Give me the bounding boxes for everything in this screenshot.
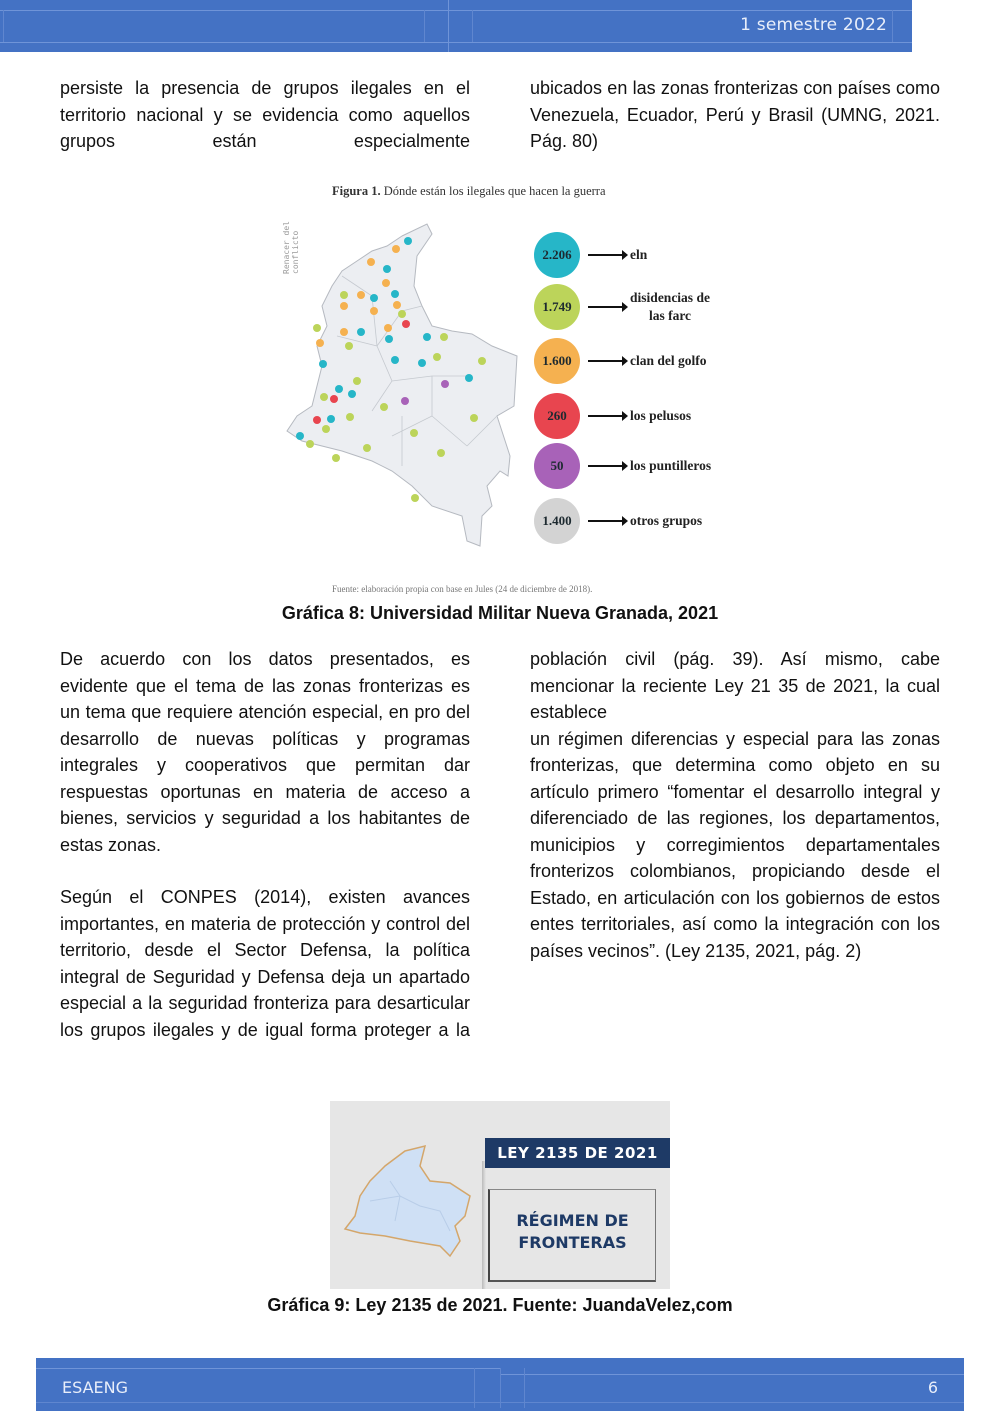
colombia-map-icon — [330, 1141, 490, 1271]
legend-item-eln — [534, 231, 647, 279]
header-semester: 1 semestre 2022 — [740, 15, 887, 35]
arrow-right-icon — [588, 465, 624, 467]
header-rule — [0, 10, 912, 11]
arrow-right-icon — [588, 520, 624, 522]
arrow-right-icon — [588, 360, 624, 362]
figure-vertical-label: Renacer del conflicto — [282, 221, 300, 274]
arrow-right-icon — [588, 254, 624, 256]
legend-item-otros-grupos — [534, 497, 702, 545]
footer-divider — [474, 1368, 475, 1408]
legend-label: eln — [630, 247, 648, 262]
footer-institution: ESAENG — [62, 1378, 128, 1397]
paragraph: Según el CONPES (2014), existen avances importantes, en materia de protección y control del territorio, desde el Sector Defensa, la política integral de Seguridad y Defensa deja un apartado especial a la seguridad fronteriza para desarticular los grupos ilegales y de igual forma proteger a la — [60, 887, 470, 1040]
footer-rule — [500, 1374, 964, 1375]
footer-divider — [500, 1368, 501, 1408]
legend-item-los-pelusos — [534, 392, 691, 440]
header-divider — [448, 0, 449, 52]
colombia-map-icon — [282, 216, 522, 556]
divider — [482, 1161, 486, 1289]
legend-circle: 50 — [534, 443, 580, 489]
page-footer — [36, 1358, 964, 1411]
legend-label: los puntilleros — [630, 458, 712, 473]
header-rule — [0, 42, 912, 43]
arrow-right-icon — [588, 306, 624, 308]
legend-label: otros grupos — [630, 513, 703, 528]
header-divider — [472, 10, 473, 42]
figure-title-number: Figura 1. — [332, 184, 381, 198]
law-banner: LEY 2135 DE 2021 — [485, 1138, 670, 1168]
legend-item-los-puntilleros — [534, 442, 711, 490]
figure-8-map — [282, 176, 722, 596]
figure-source: Fuente: elaboración propia con base en Jules (24 de diciembre de 2018). — [332, 584, 593, 594]
legend-label: los pelusos — [630, 408, 692, 423]
intro-right-text: ubicados en las zonas fronterizas con países como Venezuela, Ecuador, Perú y Brasil (UMNG, 2021. Pág. 80) — [530, 78, 940, 151]
legend-label: clan del golfo — [630, 353, 707, 368]
paragraph: un régimen diferencias y especial para las zonas fronterizas, que determina como objeto en su artículo primero “fomentar el desarrollo integral y diferenciado de las regiones, los departamentos, municipios y corregimientos departamentales fronterizos colombianos, propiciando desde el Estado, en articulación con los gobiernos de estos entes territoriales, así como la integración con los países vecinos”. (Ley 2135, 2021, pág. 2) — [530, 728, 940, 961]
paragraph: población civil (pág. 39). Así mismo, cabe mencionar la reciente Ley 21 35 de 2021, la cual establece — [530, 649, 940, 722]
intro-left-text: persiste la presencia de grupos ilegales en el territorio nacional y se evidencia como aquellos grupos están especialmente — [60, 78, 470, 151]
page-header — [0, 0, 912, 52]
footer-divider — [524, 1368, 525, 1408]
footer-rule — [36, 1368, 500, 1369]
regime-title-line2: FRONTERAS — [518, 1233, 627, 1252]
legend-circle: 1.600 — [534, 338, 580, 384]
figure-title-text: Dónde están los ilegales que hacen la guerra — [380, 184, 606, 198]
legend-circle: 260 — [534, 393, 580, 439]
intro-right-column — [530, 75, 940, 155]
arrow-right-icon — [588, 415, 624, 417]
legend-circle: 1.749 — [534, 284, 580, 330]
regime-title — [490, 1210, 655, 1254]
header-divider — [892, 10, 893, 42]
page-number: 6 — [927, 1378, 938, 1397]
paragraph: De acuerdo con los datos presentados, es evidente que el tema de las zonas fronterizas es un tema que requiere atención especial, en pro del desarrollo de nuevas políticas y programas integrales y cooperativos que permitan dar respuestas oportunas en materia de acceso a bienes, servicios y seguridad a los habitantes de estas zonas. — [60, 649, 470, 855]
legend-item-clan-del-golfo — [534, 337, 707, 385]
header-divider — [3, 10, 4, 42]
figure-9-image — [330, 1101, 670, 1289]
figure-title — [332, 184, 606, 199]
legend-label: disidencias de las farc — [630, 290, 710, 323]
regime-title-line1: RÉGIMEN DE — [516, 1211, 629, 1230]
body-right-column — [530, 646, 940, 964]
intro-left-column — [60, 75, 470, 155]
figure-9-caption: Gráfica 9: Ley 2135 de 2021. Fuente: JuandaVelez,com — [267, 1295, 733, 1315]
legend-circle: 1.400 — [534, 498, 580, 544]
body-left-column — [60, 646, 470, 1043]
legend-item-disidencias — [534, 283, 710, 331]
regime-box — [488, 1189, 656, 1282]
legend-circle: 2.206 — [534, 232, 580, 278]
header-divider — [424, 10, 425, 42]
figure-8-caption: Gráfica 8: Universidad Militar Nueva Granada, 2021 — [281, 603, 719, 623]
